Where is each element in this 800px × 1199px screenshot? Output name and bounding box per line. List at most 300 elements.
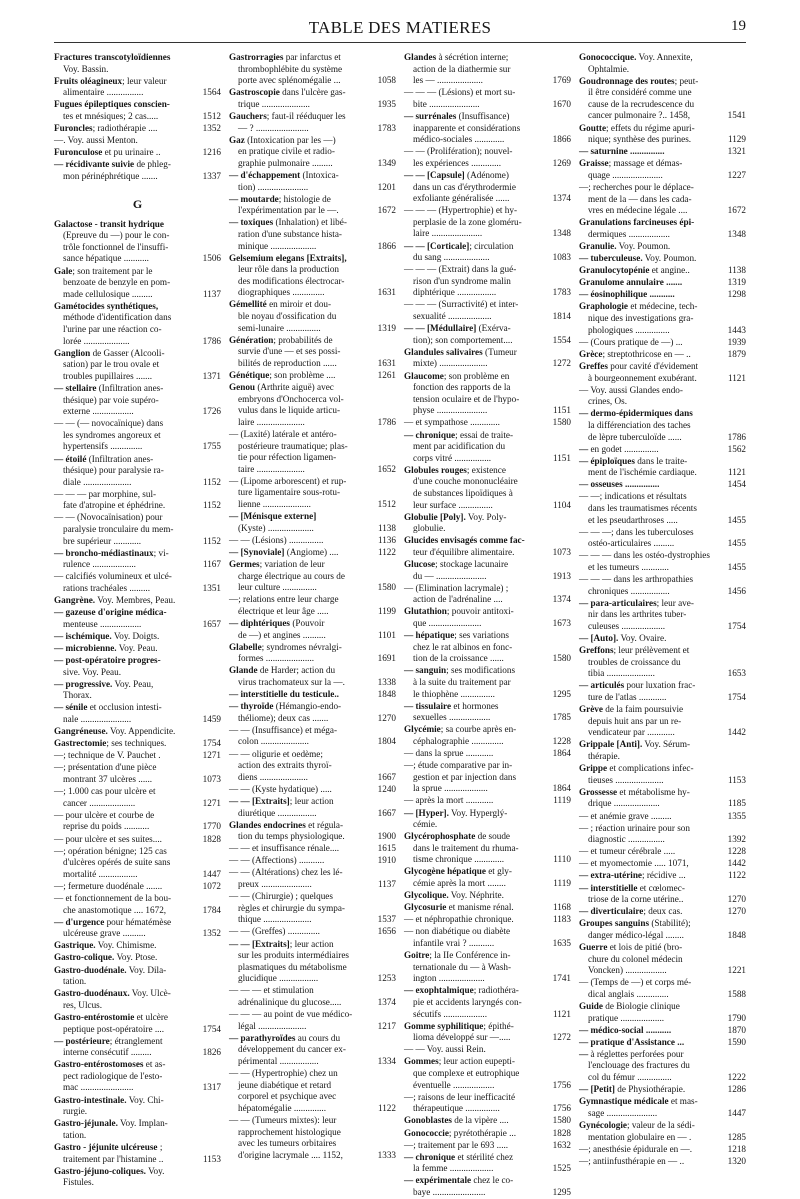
entry-line bbox=[229, 476, 396, 488]
entry-text: corps vitré ................ bbox=[413, 452, 492, 463]
entry-line bbox=[229, 843, 396, 855]
entry-line bbox=[579, 894, 746, 906]
entry-text: Gastro-jéjunale. Voy. Implan- bbox=[54, 1118, 168, 1129]
entry-page-ref: 1295 bbox=[552, 1187, 571, 1197]
index-entry bbox=[54, 881, 221, 893]
entry-text: — — [Extraits]; leur action bbox=[229, 795, 334, 806]
index-entry bbox=[579, 265, 746, 277]
entry-text: thérapie. bbox=[588, 751, 620, 762]
entry-head-term: — broncho-médiastinaux bbox=[54, 547, 154, 558]
entry-text: Germes; variation de leur bbox=[229, 559, 325, 570]
entry-page-ref: 1786 bbox=[202, 335, 221, 346]
index-entry bbox=[229, 784, 396, 796]
entry-line bbox=[229, 820, 396, 832]
entry-page-ref: 1110 bbox=[553, 854, 571, 865]
entry-line bbox=[54, 607, 221, 619]
entry-line bbox=[229, 985, 396, 997]
entry-text: thrombophlébite du système bbox=[238, 63, 343, 74]
entry-text: l'urine par une réaction co- bbox=[63, 323, 162, 334]
entry-page-ref: 1755 bbox=[202, 441, 221, 452]
entry-line bbox=[229, 618, 396, 630]
entry-text: thique ..................... bbox=[238, 914, 312, 925]
entry-line bbox=[54, 559, 221, 571]
index-entry bbox=[404, 748, 571, 760]
index-entry bbox=[579, 253, 746, 265]
entry-head-term: Goutte bbox=[579, 122, 607, 133]
index-entry bbox=[404, 1021, 571, 1044]
entry-text: —; recherches pour le déplace- bbox=[579, 182, 694, 193]
entry-head-term: — post-opératoire progres- bbox=[54, 655, 161, 666]
entry-line bbox=[54, 917, 221, 929]
entry-text: action de la diathermie sur bbox=[413, 63, 511, 74]
index-entry bbox=[579, 76, 746, 122]
entry-head-term: Fugues épileptiques conscien- bbox=[54, 99, 170, 110]
entry-line bbox=[54, 99, 221, 111]
entry-line bbox=[579, 704, 746, 716]
entry-head-term: Gommes bbox=[404, 1056, 439, 1067]
entry-line bbox=[54, 441, 221, 453]
entry-text: — exophtalmique; radiothéra- bbox=[404, 985, 519, 996]
entry-text: — interstitielle et cœlomec- bbox=[579, 882, 685, 893]
entry-text: — (Laxité) latérale et antéro- bbox=[229, 429, 337, 439]
entry-line bbox=[54, 857, 221, 869]
entry-text: Thorax. bbox=[63, 690, 92, 701]
entry-text: trôle fonctionnel de l'insuffi- bbox=[63, 241, 169, 252]
entry-text: lioma développé sur —..... bbox=[413, 1032, 511, 1043]
entry-text: — d'échappement (Intoxica- bbox=[229, 169, 339, 180]
index-entry bbox=[54, 917, 221, 940]
entry-line bbox=[404, 512, 571, 524]
entry-head-term: Gastrorragies bbox=[229, 52, 284, 62]
entry-line bbox=[404, 1128, 571, 1140]
entry-line bbox=[54, 786, 221, 798]
index-entry bbox=[229, 926, 396, 938]
entry-line bbox=[54, 1177, 221, 1189]
entry-line bbox=[54, 834, 221, 846]
entry-page-ref: 1667 bbox=[377, 771, 396, 782]
entry-text: il être considéré comme une bbox=[588, 87, 692, 98]
entry-text: Gastro-colique. Voy. Ptose. bbox=[54, 952, 158, 963]
entry-text: bilités de reproduction ...... bbox=[238, 357, 337, 368]
entry-text: Globules rouges; existence bbox=[404, 464, 506, 475]
index-entry bbox=[579, 1025, 746, 1037]
entry-text: Gonoblastes de la vipère .... bbox=[404, 1115, 509, 1126]
entry-line bbox=[404, 465, 571, 477]
index-entry bbox=[54, 762, 221, 785]
page-number: 19 bbox=[731, 18, 746, 34]
index-entry bbox=[579, 1037, 746, 1049]
entry-text: lorée .................... bbox=[63, 335, 130, 346]
entry-page-ref: 1783 bbox=[377, 122, 396, 133]
entry-line bbox=[579, 716, 746, 728]
entry-page-ref: 1580 bbox=[552, 1115, 571, 1126]
entry-page-ref: 1447 bbox=[727, 1107, 746, 1118]
entry-line bbox=[404, 760, 571, 772]
entry-line bbox=[404, 583, 571, 595]
entry-page-ref: 1138 bbox=[727, 265, 746, 276]
entry-line bbox=[579, 456, 746, 468]
entry-line bbox=[579, 373, 746, 385]
entry-line bbox=[579, 883, 746, 895]
index-entry bbox=[54, 988, 221, 1011]
entry-head-term: Gastrectomie bbox=[54, 738, 107, 749]
entry-text: — — (Greffes) .............. bbox=[229, 926, 320, 937]
entry-line bbox=[54, 219, 221, 231]
entry-text: — en godet ............... bbox=[579, 443, 659, 454]
entry-line bbox=[404, 476, 571, 488]
entry-line bbox=[404, 488, 571, 500]
entry-line bbox=[229, 1056, 396, 1068]
entry-page-ref: 1374 bbox=[377, 997, 396, 1007]
entry-line bbox=[404, 926, 571, 938]
entry-text: — diphtériques (Pouvoir bbox=[229, 618, 325, 628]
entry-text: tion) ...................... bbox=[238, 181, 309, 192]
entry-text: cancer .................... bbox=[63, 797, 136, 808]
entry-page-ref: 1754 bbox=[727, 692, 746, 703]
entry-text: — après la mort ............ bbox=[404, 795, 494, 806]
entry-page-ref: 1122 bbox=[377, 546, 396, 557]
index-entry bbox=[54, 99, 221, 122]
entry-line bbox=[229, 808, 396, 820]
entry-text: pie et accidents laryngés con- bbox=[413, 997, 522, 1007]
entry-line bbox=[54, 64, 221, 76]
entry-text: Gastrique. Voy. Chimisme. bbox=[54, 940, 157, 951]
entry-page-ref: 1355 bbox=[727, 810, 746, 821]
entry-page-ref: 1295 bbox=[552, 688, 571, 699]
entry-text: Grippe et complications infec- bbox=[579, 763, 694, 774]
entry-line bbox=[229, 358, 396, 370]
index-entry bbox=[229, 335, 396, 370]
index-entry bbox=[404, 724, 571, 747]
entry-text bbox=[229, 511, 372, 523]
entry-text: Granulocytopénie et angine.. bbox=[579, 265, 690, 276]
entry-text: reprise du poids ........... bbox=[63, 821, 150, 832]
entry-line bbox=[229, 299, 396, 311]
entry-text: — — — (Hypertrophie) et hy- bbox=[404, 205, 518, 216]
entry-text: — — (— novocaïnique) dans bbox=[54, 418, 164, 429]
entry-line bbox=[54, 905, 221, 917]
index-entry bbox=[404, 760, 571, 795]
entry-line bbox=[404, 1140, 571, 1152]
entry-text: taire ..................... bbox=[238, 463, 305, 474]
entry-page-ref: 1632 bbox=[552, 1139, 571, 1150]
index-entry bbox=[229, 985, 396, 1008]
entry-head-term: — surrénales bbox=[404, 110, 457, 121]
entry-line bbox=[579, 1060, 746, 1072]
entry-line bbox=[54, 750, 221, 762]
entry-text: porte avec splénomégalie ... bbox=[238, 75, 341, 86]
entry-line bbox=[579, 1072, 746, 1084]
entry-line bbox=[579, 763, 746, 775]
entry-line bbox=[404, 606, 571, 618]
index-entry bbox=[229, 535, 396, 547]
index-entry bbox=[54, 418, 221, 453]
entry-page-ref: 1319 bbox=[727, 277, 746, 288]
entry-line bbox=[404, 973, 571, 985]
entry-page-ref: 1137 bbox=[202, 288, 221, 299]
entry-page-ref: 1588 bbox=[727, 988, 746, 999]
page-header bbox=[54, 16, 746, 40]
entry-line bbox=[229, 796, 396, 808]
entry-page-ref: 1741 bbox=[552, 973, 571, 984]
entry-text: Gastroscopie dans l'ulcère gas- bbox=[229, 87, 346, 98]
index-entry bbox=[579, 574, 746, 597]
entry-text: Voncken) .................. bbox=[588, 965, 667, 976]
entry-text: — broncho-médiastinaux; vi- bbox=[54, 547, 169, 558]
entry-line bbox=[54, 171, 221, 183]
entry-page-ref: 1152 bbox=[202, 535, 221, 546]
entry-line bbox=[54, 500, 221, 512]
index-entry bbox=[404, 665, 571, 700]
entry-text: — tissulaire et hormones bbox=[404, 700, 499, 711]
index-entry bbox=[404, 1175, 571, 1198]
entry-page-ref: 1199 bbox=[377, 605, 396, 616]
entry-line bbox=[404, 358, 571, 370]
entry-page-ref: 1935 bbox=[377, 98, 396, 109]
index-entry bbox=[404, 205, 571, 240]
entry-text: rations trachéales ......... bbox=[63, 583, 150, 594]
index-entry bbox=[579, 527, 746, 550]
entry-line bbox=[229, 64, 396, 76]
entry-line bbox=[579, 1132, 746, 1144]
entry-line bbox=[404, 299, 571, 311]
entry-text: Glucose; stockage lacunaire bbox=[404, 559, 509, 570]
entry-head-term: Goitre bbox=[404, 950, 430, 961]
entry-line bbox=[404, 523, 571, 535]
entry-text: Gynécologie; valeur de la sédi- bbox=[579, 1119, 695, 1130]
entry-line bbox=[579, 337, 746, 349]
entry-line bbox=[404, 1021, 571, 1033]
entry-text: formes ..................... bbox=[238, 653, 315, 664]
entry-line bbox=[229, 499, 396, 511]
entry-head-term: — étoilé bbox=[54, 453, 87, 464]
entry-page-ref: 1447 bbox=[202, 868, 221, 879]
entry-page-ref: 1272 bbox=[552, 1032, 571, 1043]
index-entry bbox=[404, 323, 571, 346]
entry-page-ref: 1270 bbox=[727, 906, 746, 917]
entry-head-term: — progressive. bbox=[54, 678, 113, 689]
entry-head-term: — [Hyper]. bbox=[404, 807, 449, 818]
entry-head-term: Gastrique. bbox=[54, 940, 96, 951]
entry-page-ref: 1317 bbox=[202, 1082, 221, 1093]
entry-head-term: Génération bbox=[229, 334, 274, 345]
entry-line bbox=[579, 1084, 746, 1096]
entry-head-term: — — [Corticale] bbox=[404, 240, 470, 251]
entry-line bbox=[229, 264, 396, 276]
entry-line bbox=[579, 205, 746, 217]
entry-text: méthode d'identification dans bbox=[63, 312, 172, 323]
entry-line bbox=[229, 606, 396, 618]
entry-head-term: Glycogène hépatique bbox=[404, 866, 486, 877]
entry-text: tisme chronique ............. bbox=[413, 854, 505, 865]
entry-text: Graphologie et médecine, tech- bbox=[579, 301, 698, 312]
entry-line bbox=[229, 713, 396, 725]
entry-head-term: — microbienne. bbox=[54, 643, 117, 653]
index-entry bbox=[579, 301, 746, 336]
entry-line bbox=[229, 1115, 396, 1127]
entry-text: — postérieure; étranglement bbox=[54, 1035, 163, 1046]
index-entry bbox=[54, 607, 221, 630]
index-entry bbox=[579, 444, 746, 456]
entry-head-term: — articulés bbox=[579, 680, 625, 691]
entry-text: Glycérophosphate de soude bbox=[404, 831, 510, 842]
entry-text: Gastro - jéjunite ulcéreuse ; bbox=[54, 1141, 163, 1152]
entry-line bbox=[229, 487, 396, 499]
index-entry bbox=[54, 810, 221, 833]
entry-text: Granulie. Voy. Poumon. bbox=[579, 241, 671, 251]
entry-line bbox=[579, 1144, 746, 1156]
entry-text: leur rôle dans la production bbox=[238, 264, 340, 275]
entry-text: — expérimentale chez le co- bbox=[404, 1175, 514, 1186]
entry-text: adrénalinique du glucose..... bbox=[238, 997, 342, 1007]
entry-text bbox=[229, 689, 372, 701]
entry-head-term: Gastro-entérostomoses bbox=[54, 1059, 144, 1070]
entry-page-ref: 1138 bbox=[377, 522, 396, 533]
entry-head-term: — éosinophilique ........... bbox=[579, 289, 675, 300]
entry-line bbox=[54, 810, 221, 822]
entry-line bbox=[229, 879, 396, 891]
entry-page-ref: 1864 bbox=[552, 783, 571, 794]
entry-line bbox=[229, 382, 396, 394]
entry-line bbox=[579, 858, 746, 870]
entry-page-ref: 1151 bbox=[552, 452, 571, 463]
index-entry bbox=[229, 749, 396, 784]
entry-text: développement du cancer ex- bbox=[238, 1044, 346, 1055]
entry-text: — tuberculeuse. Voy. Poumon. bbox=[579, 253, 697, 264]
entry-line bbox=[579, 668, 746, 680]
entry-text: rulence ................... bbox=[63, 559, 136, 570]
entry-text bbox=[579, 1025, 722, 1037]
entry-line bbox=[54, 595, 221, 607]
entry-head-term: Globulie [Poly]. bbox=[404, 511, 466, 522]
entry-line bbox=[229, 642, 396, 654]
entry-page-ref: 1168 bbox=[552, 902, 571, 913]
entry-text bbox=[54, 52, 197, 64]
index-entry bbox=[404, 630, 571, 665]
entry-head-term: — parathyroïdes bbox=[229, 1032, 296, 1043]
entry-text: corporel et psychique avec bbox=[238, 1091, 337, 1102]
entry-text: Glutathion; pouvoir antitoxi- bbox=[404, 606, 514, 617]
index-entry bbox=[54, 631, 221, 643]
entry-page-ref: 1631 bbox=[377, 287, 396, 298]
entry-line bbox=[229, 217, 396, 229]
entry-text bbox=[579, 289, 722, 301]
entry-line bbox=[229, 630, 396, 642]
index-entry bbox=[229, 1033, 396, 1068]
entry-text: Glycémie; sa courbe après en- bbox=[404, 724, 517, 735]
entry-text: électrique et leur âge ..... bbox=[238, 605, 329, 616]
entry-page-ref: 1726 bbox=[202, 406, 221, 417]
entry-head-term: Gauchers bbox=[229, 110, 267, 121]
index-entry bbox=[404, 808, 571, 831]
index-entry bbox=[229, 559, 396, 594]
entry-text: diographiques .............. bbox=[238, 287, 325, 298]
entry-head-term: Granulie. bbox=[579, 241, 617, 251]
entry-page-ref: 1652 bbox=[377, 463, 396, 474]
entry-page-ref: 1756 bbox=[552, 1103, 571, 1114]
entry-text bbox=[54, 219, 197, 231]
entry-page-ref: 1785 bbox=[552, 712, 571, 723]
entry-text: et les pseudarthroses ..... bbox=[588, 514, 678, 525]
entry-line bbox=[579, 491, 746, 503]
entry-text: du — ...................... bbox=[413, 570, 487, 581]
entry-line bbox=[54, 1047, 221, 1059]
entry-text: Gastro-jéjuno-coliques. Voy. bbox=[54, 1165, 165, 1176]
entry-text: made cellulosique ......... bbox=[63, 288, 153, 299]
entry-page-ref: 1240 bbox=[377, 783, 396, 794]
entry-page-ref: 1253 bbox=[377, 973, 396, 984]
entry-text: — [Synoviale] (Angiome) .... bbox=[229, 546, 339, 557]
entry-text: — — — (Lésions) et mort su- bbox=[404, 87, 516, 98]
entry-text: Génétique; son problème .... bbox=[229, 370, 336, 381]
entry-text: — non diabétique ou diabète bbox=[404, 926, 511, 937]
entry-line bbox=[229, 760, 396, 772]
entry-line bbox=[579, 467, 746, 479]
entry-head-term: — gazeuse d'origine médica- bbox=[54, 607, 167, 618]
entry-text: théliome); deux cas ....... bbox=[238, 712, 329, 723]
entry-line bbox=[404, 795, 571, 807]
entry-text: — — (Hypertrophie) chez un bbox=[229, 1068, 338, 1079]
entry-head-term: Gonococcie bbox=[404, 1127, 449, 1138]
entry-line bbox=[579, 432, 746, 444]
index-entry bbox=[54, 893, 221, 916]
entry-line bbox=[579, 277, 746, 289]
entry-text: d'ulcères opérés de suite sans bbox=[63, 857, 171, 868]
entry-page-ref: 1631 bbox=[377, 357, 396, 368]
entry-line bbox=[579, 217, 746, 229]
entry-text: de —) et angines .......... bbox=[238, 629, 326, 640]
entry-text: col du fémur ............... bbox=[588, 1072, 672, 1083]
entry-line bbox=[54, 643, 221, 655]
entry-page-ref: 1580 bbox=[552, 417, 571, 428]
index-entry bbox=[54, 454, 221, 489]
index-entry bbox=[579, 883, 746, 906]
entry-line bbox=[404, 1152, 571, 1164]
entry-head-term: Gonococcique. bbox=[579, 52, 637, 62]
index-entry bbox=[54, 834, 221, 846]
entry-text: — [Hyper]. Voy. Hyperglý- bbox=[404, 807, 508, 818]
index-entry bbox=[54, 147, 221, 159]
entry-text: tibia ..................... bbox=[588, 668, 655, 679]
entry-page-ref: 1319 bbox=[377, 322, 396, 333]
entry-line bbox=[404, 819, 571, 831]
entry-line bbox=[579, 479, 746, 491]
entry-text: Gastro-duodénale. Voy. Dila- bbox=[54, 964, 167, 975]
entry-page-ref: 1073 bbox=[202, 774, 221, 785]
entry-text: ture ligamentaire sous-rotu- bbox=[238, 487, 341, 498]
entry-head-term: Gastroscopie bbox=[229, 87, 280, 98]
entry-page-ref: 1455 bbox=[727, 514, 746, 525]
entry-text: et les tumeurs ............ bbox=[588, 562, 669, 573]
entry-text bbox=[404, 535, 547, 547]
entry-head-term: Gastro-colique. bbox=[54, 952, 115, 963]
entry-line bbox=[579, 361, 746, 373]
entry-head-term: Greffons bbox=[579, 645, 614, 656]
entry-line bbox=[54, 383, 221, 395]
entry-line bbox=[579, 1013, 746, 1025]
entry-text: troubles de croissance du bbox=[588, 656, 681, 667]
entry-text: légal ..................... bbox=[238, 1020, 307, 1031]
entry-text: — calcifiés volumineux et ulcé- bbox=[54, 571, 172, 582]
index-entry bbox=[579, 1120, 746, 1143]
entry-text: chroniques ................. bbox=[588, 585, 670, 596]
entry-line bbox=[229, 253, 396, 265]
entry-text: nir dans les arthrites tuber- bbox=[588, 609, 687, 620]
entry-line bbox=[229, 903, 396, 915]
entry-head-term: Grippale [Anti]. bbox=[579, 739, 643, 750]
entry-page-ref: 1442 bbox=[727, 858, 746, 869]
entry-line bbox=[579, 538, 746, 550]
